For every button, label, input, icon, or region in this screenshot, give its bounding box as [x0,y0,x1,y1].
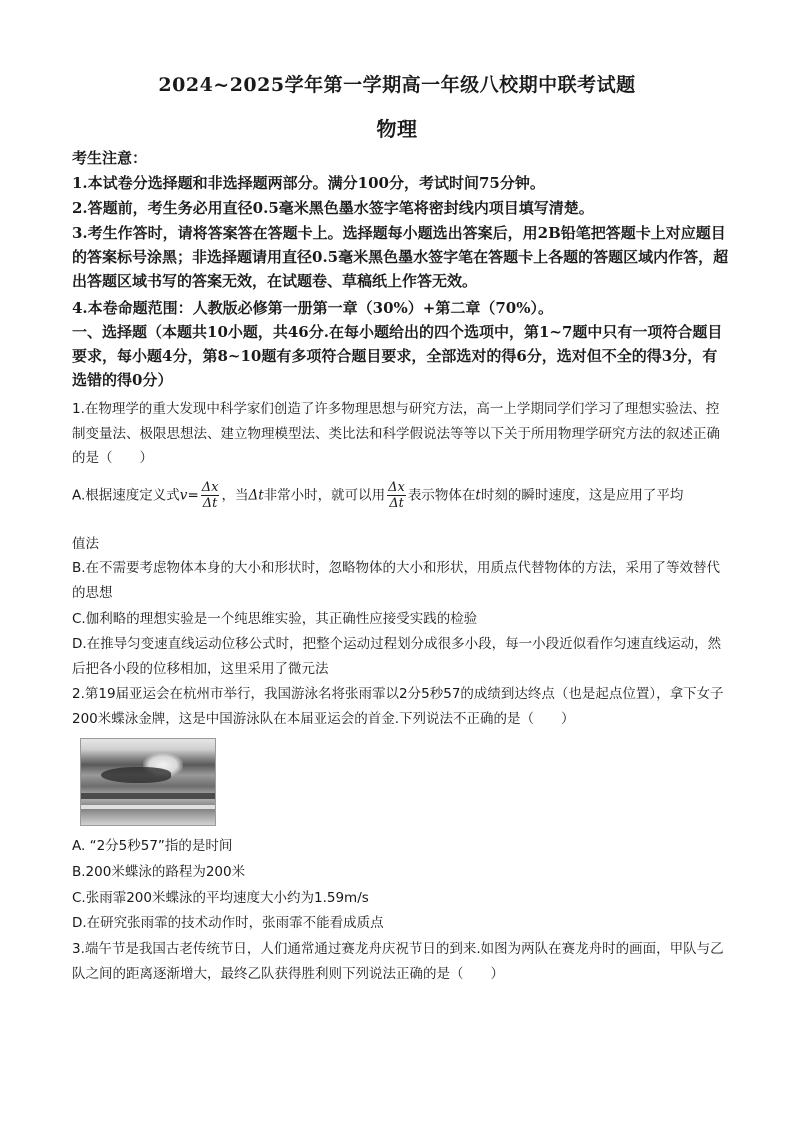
fraction-denominator-2: Δt [389,496,404,511]
notice-item-4: 4.本卷命题范围：人教版必修第一册第一章（30%）+第二章（70%）。 [72,299,553,317]
question-1-stem: 1.在物理学的重大发现中科学家们创造了许多物理思想与研究方法，高一上学期同学们学习了理想实验法、控制变量法、极限思想法、建立物理模型法、类比法和科学假说法等等以下关于所用物理学研究方法的叙述正确的是（ ） [72,401,720,466]
question-3-stem: 3.端午节是我国古老传统节日，人们通常通过赛龙舟庆祝节日的到来.如图为两队在赛龙舟时的画面，甲队与乙队之间的距离逐渐增大，最终乙队获得胜利则下列说法正确的是（ ） [72,941,724,982]
option-a-text-4: 表示物体在 [407,487,476,504]
question-2-option-d: D.在研究张雨霏的技术动作时，张雨霏不能看成质点 [72,915,384,931]
question-2-option-b: B.200米蝶泳的路程为200米 [72,864,246,880]
notice-item-2: 2.答题前，考生务必用直径0.5毫米黑色墨水签字笔将密封线内项目填写清楚。 [72,199,594,217]
question-1-option-b: B.在不需要考虑物体本身的大小和形状时，忽略物体的大小和形状，用质点代替物体的方法，采用了等效替代的思想 [72,560,721,601]
notice-heading: 考生注意： [72,149,148,167]
section-1-heading: 一、选择题（本题共10小题，共46分.在每小题给出的四个选项中，第1~7题中只有一项符合题目要求，每小题4分，第8~10题有多项符合题目要求，全部选对的得6分，选对但不全的得3分，有选错的得0分） [72,323,723,389]
notice-item-3: 3.考生作答时，请将答案答在答题卡上。选择题每小题选出答案后，用2B铅笔把答题卡上对应题目的答案标号涂黑；非选择题请用直径0.5毫米黑色墨水签字笔在答题卡上各题的答题区域内作答，超出答题区域书写的答案无效，在试题卷、草稿纸上作答无效。 [72,224,729,290]
question-1-option-a-continued: 值法 [72,536,99,552]
velocity-symbol: v [179,487,188,504]
fraction-denominator: Δt [202,496,218,511]
question-1-option-a [72,480,732,511]
swimmer-photo [80,738,216,826]
question-2-stem: 2.第19届亚运会在杭州市举行，我国游泳名将张雨霏以2分5秒57的成绩到达终点（也是起点位置），拿下女子200米蝶泳金牌，这是中国游泳队在本届亚运会的首金.下列说法不正确的是（ ） [72,686,724,727]
fraction-numerator: Δx [201,480,219,495]
option-a-text-3: 非常小时，就可以用 [263,487,386,504]
question-2-option-a: A. “2分5秒57”指的是时间 [72,838,233,854]
equals-sign: = [187,487,199,504]
option-a-text-1: A.根据速度定义式 [72,487,180,504]
fraction-dx-dt [201,480,220,511]
fraction-numerator-2: Δx [388,480,405,495]
lane-rope-dark [81,793,215,799]
question-1-option-c: C.伽利略的理想实验是一个纯思维实验，其正确性应接受实践的检验 [72,611,478,627]
delta-t-symbol: Δt [248,487,264,504]
lane-rope-light [81,805,215,809]
question-1-option-d: D.在推导匀变速直线运动位移公式时，把整个运动过程划分成很多小段，每一小段近似看作匀速直线运动，然后把各小段的位移相加，这里采用了微元法 [72,636,722,677]
exam-subject: 物理 [376,117,418,141]
swimmer-figure [101,767,171,783]
fraction-dx-dt-2 [387,480,406,511]
exam-title: 2024~2025学年第一学期高一年级八校期中联考试题 [158,74,636,96]
notice-item-1: 1.本试卷分选择题和非选择题两部分。满分100分，考试时间75分钟。 [72,174,545,192]
option-a-text-5: 时刻的瞬时速度，这是应用了平均 [480,487,684,504]
option-a-text-2: ，当 [221,487,249,504]
time-symbol: t [475,487,481,504]
question-2-option-c: C.张雨霏200米蝶泳的平均速度大小约为1.59m/s [72,890,369,906]
